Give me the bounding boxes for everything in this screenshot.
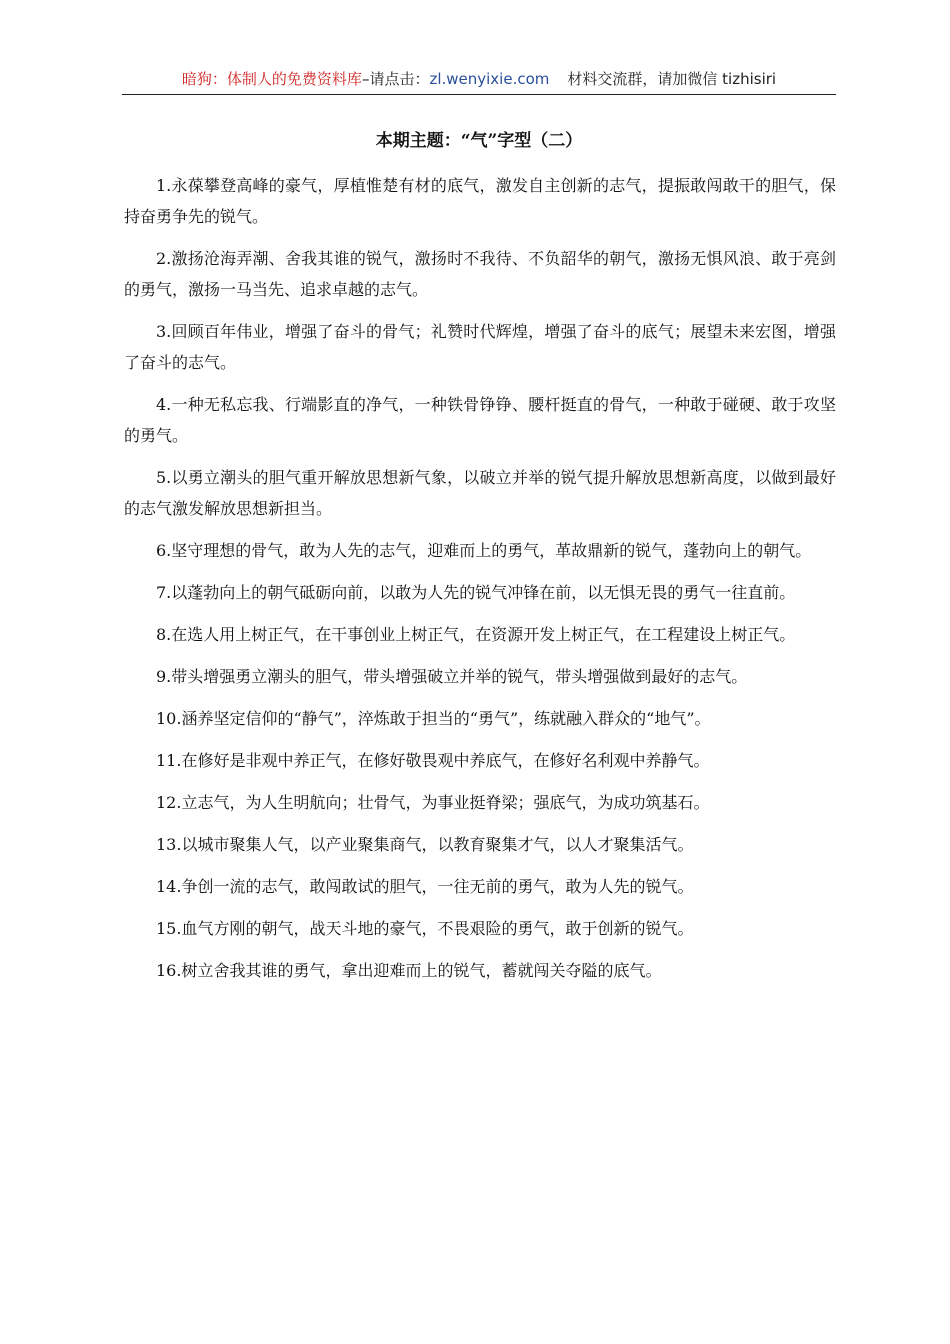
list-item: 10.涵养坚定信仰的“静气”，淬炼敢于担当的“勇气”，练就融入群众的“地气”。: [156, 709, 711, 728]
list-item: 3.回顾百年伟业，增强了奋斗的骨气；礼赞时代辉煌，增强了奋斗的底气；展望未来宏图，增强了奋斗的志气。: [124, 322, 836, 372]
list-item: 15.血气方刚的朝气，战天斗地的豪气，不畏艰险的勇气，敢于创新的锐气。: [156, 919, 694, 938]
header-url-link[interactable]: zl.wenyixie.com: [429, 70, 550, 88]
list-item: 16.树立舍我其谁的勇气，拿出迎难而上的锐气，蓄就闯关夺隘的底气。: [156, 961, 662, 980]
list-item: 6.坚守理想的骨气，敢为人先的志气，迎难而上的勇气，革故鼎新的锐气，蓬勃向上的朝气。: [156, 541, 812, 560]
list-item: 1.永葆攀登高峰的豪气，厚植惟楚有材的底气，激发自主创新的志气，提振敢闯敢干的胆气，保持奋勇争先的锐气。: [124, 176, 836, 226]
list-item: 2.激扬沧海弄潮、舍我其谁的锐气，激扬时不我待、不负韶华的朝气，激扬无惧风浪、敢于亮剑的勇气，激扬一马当先、追求卓越的志气。: [124, 249, 836, 299]
list-item: 7.以蓬勃向上的朝气砥砺向前，以敢为人先的锐气冲锋在前，以无惧无畏的勇气一往直前。: [156, 583, 796, 602]
header-wechat-note: 材料交流群，请加微信 tizhisiri: [567, 70, 777, 88]
list-item: 5.以勇立潮头的胆气重开解放思想新气象，以破立并举的锐气提升解放思想新高度，以做到最好的志气激发解放思想新担当。: [124, 468, 836, 518]
list-item: 12.立志气，为人生明航向；壮骨气，为事业挺脊梁；强底气，为成功筑基石。: [156, 793, 710, 812]
page-title: 本期主题：“气”字型（二）: [375, 131, 583, 151]
header-click-label: –请点击：: [361, 70, 430, 88]
list-item: 11.在修好是非观中养正气，在修好敬畏观中养底气，在修好名利观中养静气。: [156, 751, 710, 770]
list-item: 14.争创一流的志气，敢闯敢试的胆气，一往无前的勇气，敢为人先的锐气。: [156, 877, 694, 896]
list-item: 8.在选人用上树正气，在干事创业上树正气，在资源开发上树正气，在工程建设上树正气。: [156, 625, 796, 644]
header-brand: 暗狗：体制人的免费资料库: [181, 70, 362, 88]
page-header: [122, 68, 836, 95]
list-item: 4.一种无私忘我、行端影直的净气，一种铁骨铮铮、腰杆挺直的骨气，一种敢于碰硬、敢于攻坚的勇气。: [124, 395, 836, 445]
document-body: [124, 170, 836, 997]
list-item: 13.以城市聚集人气，以产业聚集商气，以教育聚集才气，以人才聚集活气。: [156, 835, 694, 854]
list-item: 9.带头增强勇立潮头的胆气，带头增强破立并举的锐气，带头增强做到最好的志气。: [156, 667, 748, 686]
